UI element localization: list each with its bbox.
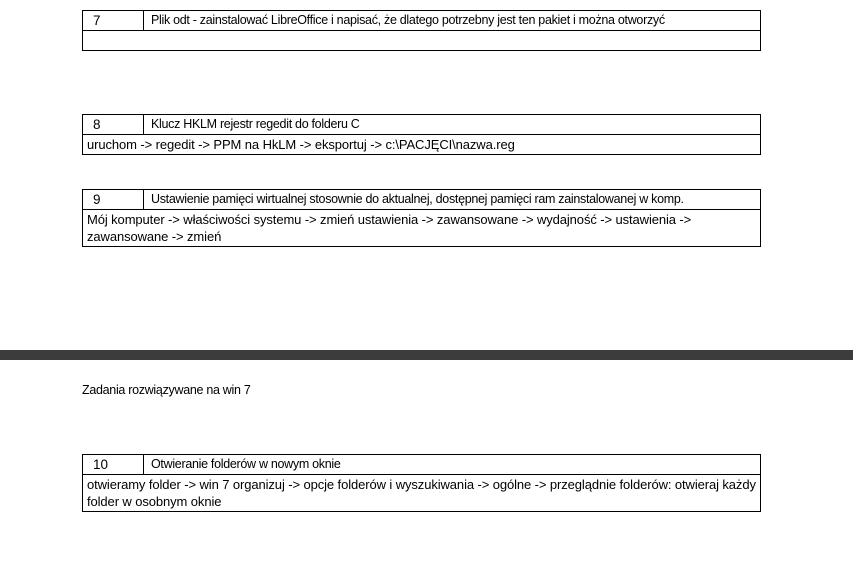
- page-separator: [0, 350, 853, 360]
- task-number: 8: [83, 115, 144, 135]
- task-title: Plik odt - zainstalować LibreOffice i napisać, że dlatego potrzebny jest ten pakiet i można otworzyć: [144, 11, 761, 31]
- task-body: uruchom -> regedit -> PPM na HkLM -> eksportuj -> c:\PACJĘCI\nazwa.reg: [83, 135, 761, 155]
- task-number: 7: [83, 11, 144, 31]
- task-body: Mój komputer -> właściwości systemu -> zmień ustawienia -> zawansowane -> wydajność -> ustawienia -> zawansowane -> zmień: [83, 210, 761, 247]
- task-table-9: [82, 189, 761, 247]
- task-number: 9: [83, 190, 144, 210]
- task-table-8: [82, 114, 761, 155]
- task-table-7: [82, 10, 761, 51]
- section-heading: Zadania rozwiązywane na win 7: [82, 383, 251, 397]
- task-body: [83, 31, 761, 51]
- task-table-10: [82, 454, 761, 512]
- task-title: Ustawienie pamięci wirtualnej stosownie do aktualnej, dostępnej pamięci ram zainstalowanej w komp.: [144, 190, 761, 210]
- task-title: Otwieranie folderów w nowym oknie: [144, 455, 761, 475]
- task-title: Klucz HKLM rejestr regedit do folderu C: [144, 115, 761, 135]
- task-body: otwieramy folder -> win 7 organizuj -> opcje folderów i wyszukiwania -> ogólne -> przeglądnie folderów: otwieraj każdy folder w osobnym oknie: [83, 475, 761, 512]
- task-number: 10: [83, 455, 144, 475]
